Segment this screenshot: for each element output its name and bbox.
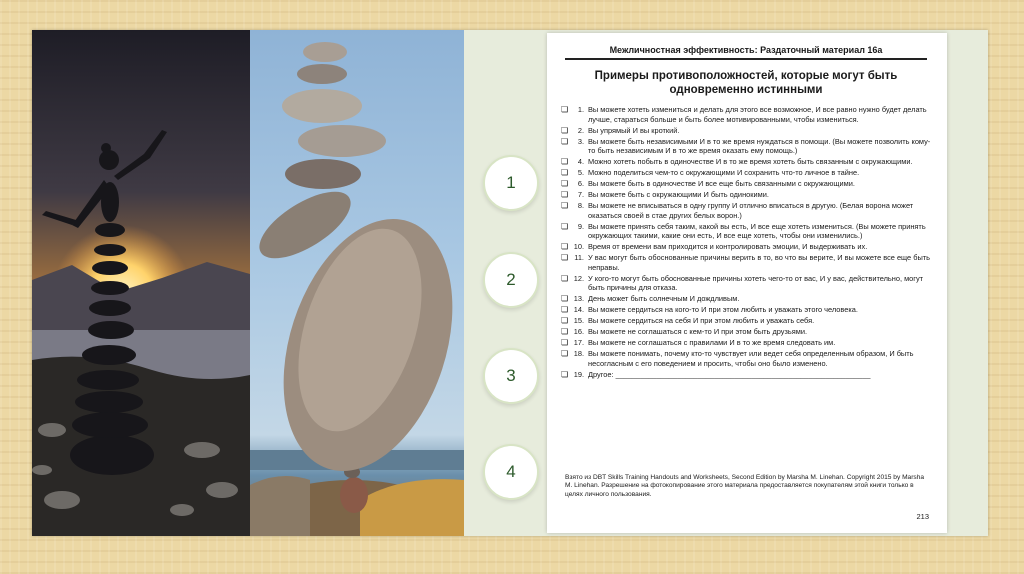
checkbox-icon: ❏ — [561, 327, 569, 337]
item-text: Вы можете хотеть измениться и делать для этого все возможное, И все равно нужно будет делать лучше, стараться больше и быть более мотивированными, чтобы измениться. — [588, 105, 927, 124]
item-number: 1. — [577, 105, 584, 114]
list-item — [561, 305, 931, 315]
checkbox-icon: ❏ — [561, 273, 569, 283]
step-badge-3: 3 — [483, 348, 539, 404]
checkbox-icon: ❏ — [561, 369, 569, 379]
list-item — [561, 338, 931, 348]
item-number: 18. — [573, 349, 584, 359]
item-number: 6. — [577, 179, 584, 189]
item-text: Можно хотеть побыть в одиночестве И в то же время хотеть быть связанным с окружающими. — [588, 157, 913, 167]
checkbox-icon: ❏ — [561, 316, 569, 326]
step-badge-2: 2 — [483, 252, 539, 308]
checkbox-icon: ❏ — [561, 179, 569, 189]
item-number: 12. — [573, 273, 584, 283]
checkbox-icon: ❏ — [561, 105, 569, 114]
item-number: 19. — [573, 369, 584, 379]
item-number: 10. — [573, 242, 584, 252]
item-text: Вы можете не соглашаться с правилами И в то же время следовать им. — [588, 338, 836, 348]
source-citation: Взято из DBT Skills Training Handouts and Worksheets, Second Edition by Marsha M. Linehan. Copyright 2015 by Marsha M. Linehan. Разрешение на фотокопирование этого материала предоставляется покупателям этой книги только в целях личного пользования. — [565, 474, 925, 498]
checkbox-icon: ❏ — [561, 338, 569, 348]
list-item — [561, 349, 931, 368]
item-number: 2. — [577, 125, 584, 135]
page-number: 213 — [916, 512, 929, 521]
item-text: Вы можете принять себя таким, какой вы есть, И все еще хотеть измениться. (Вы можете принять окружающих такими, какие они есть, И все еще хотеть, чтобы они изменились.) — [588, 221, 926, 241]
item-number: 16. — [573, 327, 584, 337]
checkbox-icon: ❏ — [561, 201, 569, 211]
list-item — [561, 201, 931, 220]
checkbox-icon: ❏ — [561, 253, 569, 263]
item-text: Вы можете быть с окружающими И быть одинокими. — [588, 190, 769, 200]
checkbox-icon: ❏ — [561, 157, 569, 167]
item-text: Другое: ______________________________________________________________ — [588, 369, 871, 379]
item-text: Время от времени вам приходится и контролировать эмоции, И выдерживать их. — [588, 242, 868, 252]
checkbox-icon: ❏ — [561, 242, 569, 252]
list-item — [561, 274, 931, 293]
list-item — [561, 168, 931, 178]
list-item — [561, 222, 931, 241]
item-text: У кого-то могут быть обоснованные причины хотеть чего-то от вас, И у вас, действительно, могут быть причины для отказа. — [588, 273, 924, 293]
item-text: Вы можете не соглашаться с кем-то И при этом быть друзьями. — [588, 327, 808, 337]
item-text: Вы упрямый И вы кроткий. — [588, 125, 680, 135]
list-item — [561, 126, 931, 136]
handout-title: Примеры противоположностей, которые могут быть одновременно истинными — [594, 70, 898, 96]
photo-silhouette-stones — [32, 30, 250, 536]
list-item — [561, 253, 931, 272]
item-text: Вы можете быть независимыми И в то же время нуждаться в помощи. (Вы можете позволить кому-то быть независимым И в то же время оказать ему помощь.) — [588, 136, 931, 156]
checkbox-icon: ❏ — [561, 136, 569, 146]
checkbox-icon: ❏ — [561, 294, 569, 304]
item-number: 3. — [577, 136, 584, 146]
step-badge-1: 1 — [483, 155, 539, 211]
item-text: У вас могут быть обоснованные причины верить в то, во что вы верите, И вы можете все еще быть неправы. — [588, 253, 931, 272]
item-number: 4. — [577, 157, 584, 167]
checkbox-icon: ❏ — [561, 349, 569, 359]
handout-header: Межличностная эффективность: Раздаточный материал 16а — [565, 45, 927, 60]
list-item — [561, 157, 931, 167]
item-number: 15. — [573, 316, 584, 326]
list-item — [561, 190, 931, 200]
item-text: День может быть солнечным И дождливым. — [588, 294, 740, 304]
list-item — [561, 370, 931, 380]
item-number: 5. — [577, 168, 584, 178]
item-number: 13. — [573, 294, 584, 304]
list-item — [561, 137, 931, 156]
checkbox-icon: ❏ — [561, 221, 569, 231]
item-text: Вы можете быть в одиночестве И все еще быть связанными с окружающими. — [588, 179, 855, 189]
list-item — [561, 294, 931, 304]
item-number: 9. — [577, 221, 584, 231]
item-number: 17. — [573, 338, 584, 348]
list-item — [561, 105, 931, 124]
checkbox-icon: ❏ — [561, 190, 569, 200]
list-item — [561, 327, 931, 337]
handout-page — [547, 33, 947, 533]
checkbox-icon: ❏ — [561, 168, 569, 178]
item-text: Вы можете понимать, почему кто-то чувствует или ведет себя определенным образом, И быть несогласным с его поведением и просить, чтобы оно было изменено. — [588, 349, 914, 368]
handout-items-list — [561, 105, 931, 381]
item-number: 11. — [574, 253, 584, 263]
list-item — [561, 316, 931, 326]
checkbox-icon: ❏ — [561, 125, 569, 135]
item-number: 7. — [577, 190, 584, 200]
item-number: 8. — [577, 201, 584, 211]
list-item — [561, 179, 931, 189]
step-badge-4: 4 — [483, 444, 539, 500]
item-text: Вы можете сердиться на себя И при этом любить и уважать себя. — [588, 316, 815, 326]
item-text: Вы можете сердиться на кого-то И при этом любить и уважать этого человека. — [588, 305, 858, 315]
list-item — [561, 242, 931, 252]
photo-balanced-stones — [250, 30, 464, 536]
item-text: Вы можете не вписываться в одну группу И отлично вписаться в другую. (Белая ворона может оказаться своей в стае других белых ворон.) — [588, 201, 914, 220]
checkbox-icon: ❏ — [561, 305, 569, 315]
item-number: 14. — [573, 305, 584, 315]
item-text: Можно поделиться чем-то с окружающими И сохранить что-то личное в тайне. — [588, 168, 860, 178]
